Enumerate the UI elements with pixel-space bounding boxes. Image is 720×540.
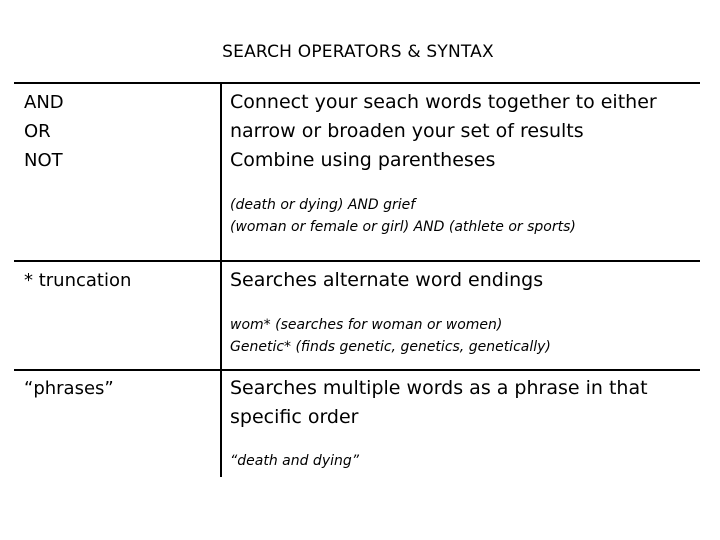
example-cell-truncation [230,314,551,358]
operator-and: AND [24,92,64,113]
row-divider-2 [14,369,700,371]
operator-or: OR [24,121,51,142]
example-line: (death or dying) AND grief [230,197,416,213]
description-line: Combine using parentheses [230,149,496,171]
column-divider [220,82,222,477]
description-line: narrow or broaden your set of results [230,120,584,142]
operator-phrases: “phrases” [24,378,114,399]
description-line: Connect your seach words together to either [230,91,657,113]
operator-truncation: * truncation [24,270,132,291]
description-line: specific order [230,406,359,428]
operator-cell-phrases [24,374,114,403]
example-line: (woman or female or girl) AND (athlete or sports) [230,219,576,235]
table-top-border [14,82,700,84]
example-line: Genetic* (finds genetic, genetics, genetically) [230,339,551,355]
description-cell-truncation [230,266,543,295]
row-divider-1 [14,260,700,262]
description-line: Searches multiple words as a phrase in that [230,377,648,399]
operator-cell-truncation [24,266,131,295]
page-title: SEARCH OPERATORS & SYNTAX [222,42,494,62]
description-cell-boolean [230,88,657,175]
operator-cell-boolean [24,88,64,175]
example-line: “death and dying” [230,453,360,469]
description-cell-phrases [230,374,648,432]
example-line: wom* (searches for woman or women) [230,317,503,333]
example-cell-boolean [230,194,576,238]
operator-not: NOT [24,150,63,171]
example-cell-phrases [230,450,359,472]
description-line: Searches alternate word endings [230,269,544,291]
